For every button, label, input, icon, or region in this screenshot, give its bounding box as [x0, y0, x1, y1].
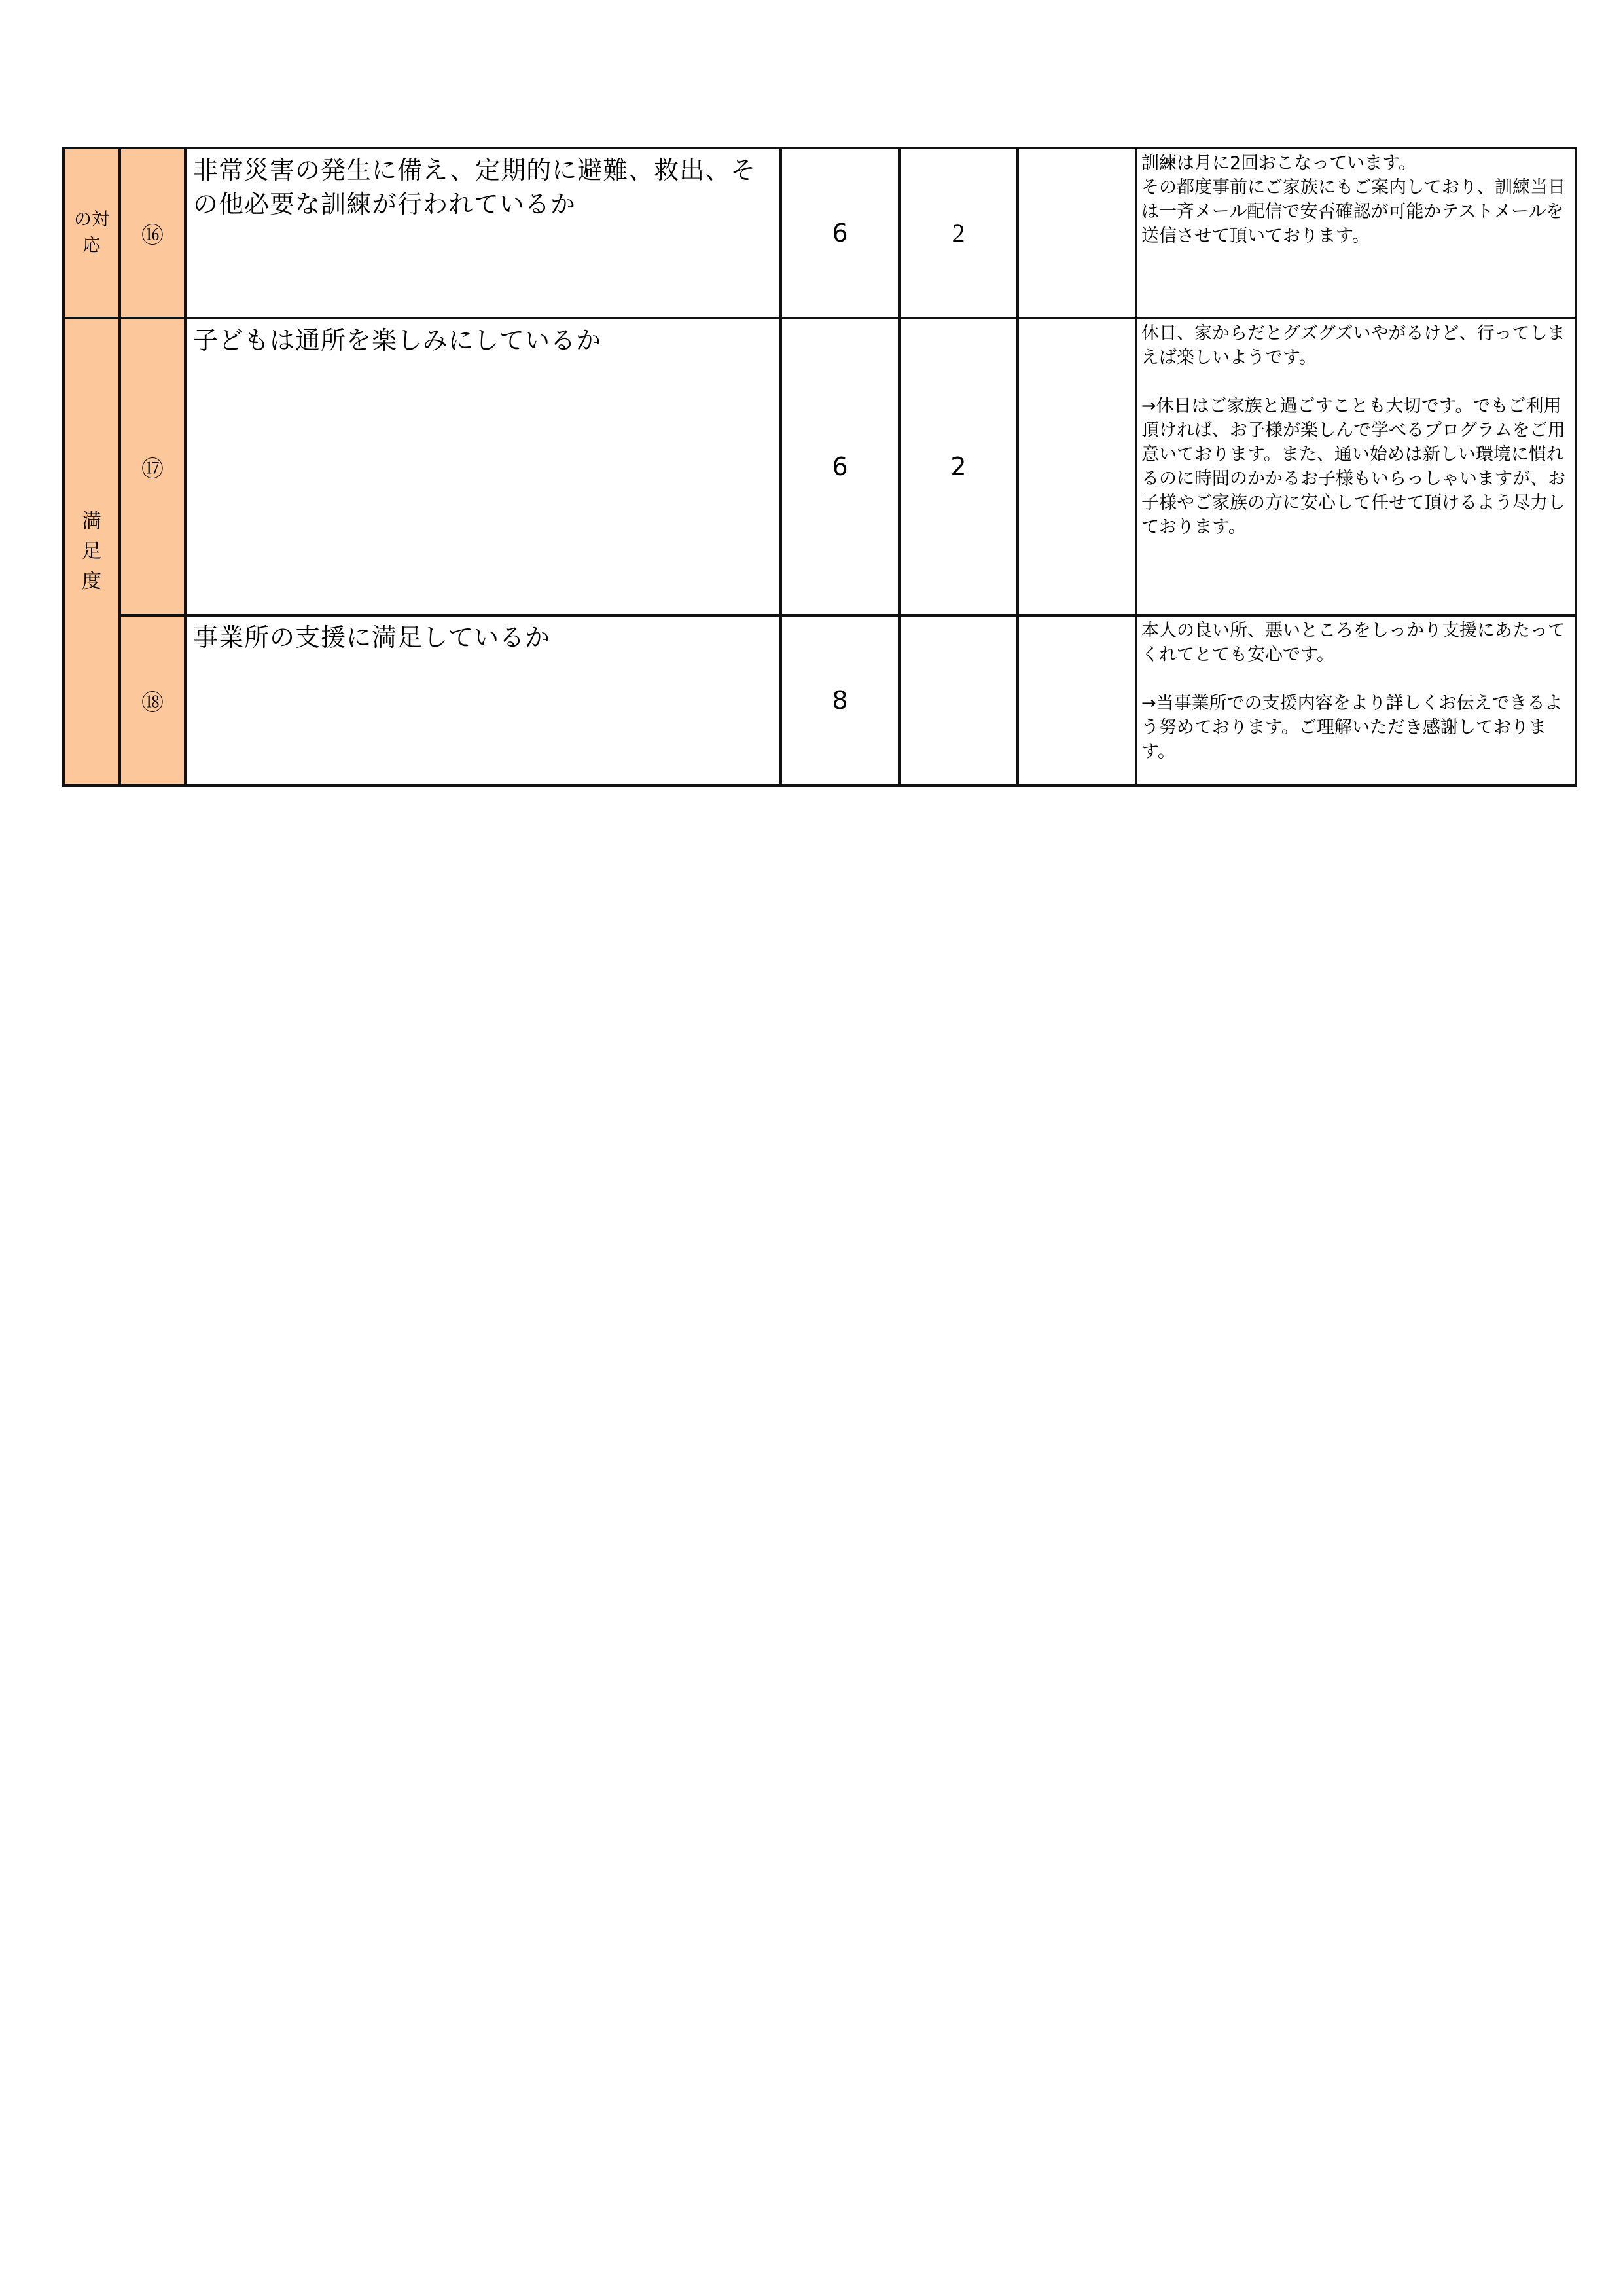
category-cell — [63, 148, 120, 318]
comment-text: 本人の良い所、悪いところをしっかり支援にあたってくれてとても安心です。 →当事業所での支援内容をより詳しくお伝えできるよう努めております。ご理解いただき感謝しております。 — [1141, 620, 1565, 762]
item-number: ⑱ — [120, 615, 185, 785]
answer-no-count — [1018, 148, 1136, 318]
question-text: 事業所の支援に満足しているか — [185, 615, 781, 785]
answer-no-count — [1018, 318, 1136, 615]
comment-text: 訓練は月に2回おこなっています。 その都度事前にご家族にもご案内しており、訓練当日は一斉メール配信で安否確認が可能かテストメールを送信させて頂いております。 — [1141, 153, 1565, 246]
evaluation-table — [62, 147, 1577, 787]
answer-yes-count: 6 — [781, 318, 899, 615]
answer-no-count — [1018, 615, 1136, 785]
answer-yes-count: 8 — [781, 615, 899, 785]
category-label: 満足度 — [82, 510, 101, 593]
comment-cell — [1136, 148, 1576, 318]
category-label: の対応 — [74, 209, 109, 256]
table-row — [63, 318, 1576, 615]
table-row — [63, 148, 1576, 318]
evaluation-sheet — [62, 147, 1577, 787]
comment-cell — [1136, 318, 1576, 615]
item-number: ⑯ — [120, 148, 185, 318]
answer-yes-count: 6 — [781, 148, 899, 318]
question-text: 子どもは通所を楽しみにしているか — [185, 318, 781, 615]
answer-unsure-count: 2 — [899, 148, 1018, 318]
comment-text: 休日、家からだとグズグズいやがるけど、行ってしまえば楽しいようです。 →休日はご家族と過ごすことも大切です。でもご利用頂ければ、お子様が楽しんで学べるプログラムをご用意いております。また、通い始めは新しい環境に慣れるのに時間のかかるお子様もいらっしゃいますが、お子様やご家族の方に安心して任せて頂けるよう尽力しております。 — [1141, 323, 1565, 537]
item-number: ⑰ — [120, 318, 185, 615]
answer-unsure-count — [899, 615, 1018, 785]
table-row — [63, 615, 1576, 785]
category-cell — [63, 318, 120, 785]
answer-unsure-count: 2 — [899, 318, 1018, 615]
question-text: 非常災害の発生に備え、定期的に避難、救出、その他必要な訓練が行われているか — [185, 148, 781, 318]
comment-cell — [1136, 615, 1576, 785]
